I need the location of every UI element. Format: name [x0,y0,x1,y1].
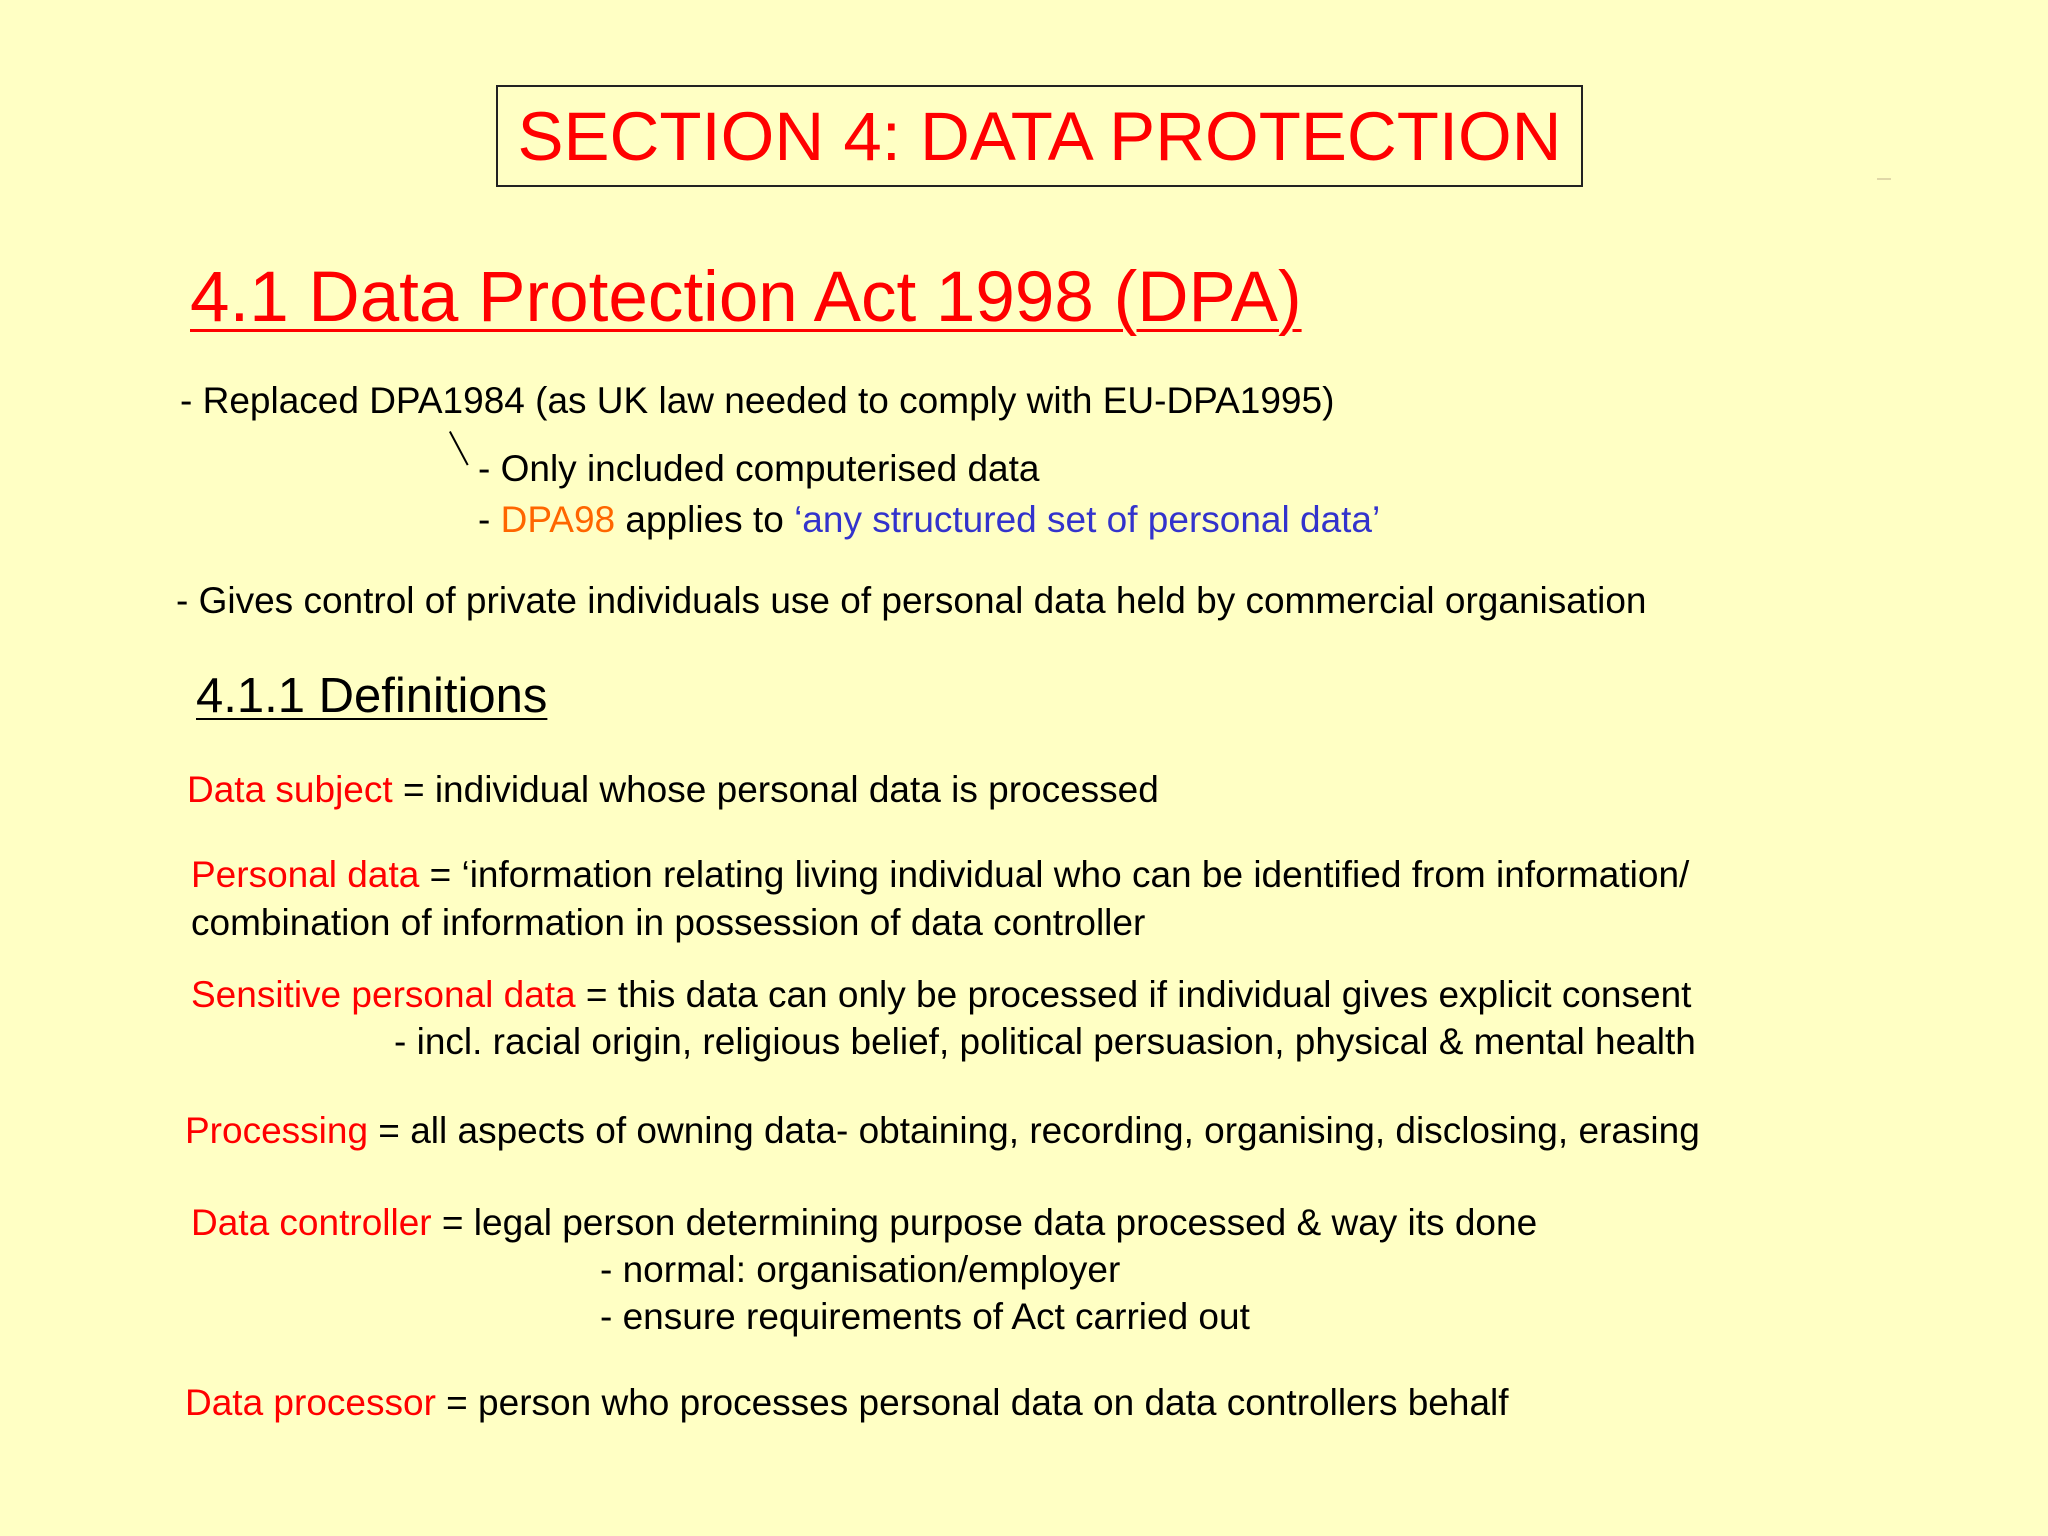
def-data-subject: = individual whose personal data is processed [392,769,1159,810]
definition-sensitive [191,976,1691,1013]
connector-line [449,431,469,465]
definition-controller-sub2: - ensure requirements of Act carried out [600,1296,1250,1337]
def-processing: = all aspects of owning data- obtaining, recording, organising, disclosing, erasing [368,1110,1700,1151]
definition-sensitive-sub: - incl. racial origin, religious belief, political persuasion, physical & mental health [394,1021,1696,1062]
def-processor: = person who processes personal data on data controllers behalf [435,1382,1509,1423]
definition-processor [185,1384,1509,1421]
bullet-dpa98-prefix: - [478,499,501,540]
definition-controller-sub1: - normal: organisation/employer [600,1249,1121,1290]
section-heading: 4.1 Data Protection Act 1998 (DPA) [190,258,1302,337]
definition-personal-data [191,856,1689,893]
term-controller: Data controller [191,1202,432,1243]
definition-processing [185,1112,1700,1149]
definition-personal-data-line2: combination of information in possession of data controller [191,902,1146,943]
definition-controller [191,1204,1537,1241]
def-personal-data: = ‘information relating living individual who can be identified from information/ [419,854,1690,895]
section-title-box [496,85,1583,187]
definitions-heading: 4.1.1 Definitions [196,669,548,723]
term-sensitive: Sensitive personal data [191,974,576,1015]
bullet-replaced: - Replaced DPA1984 (as UK law needed to comply with EU-DPA1995) [180,380,1335,421]
term-processor: Data processor [185,1382,436,1423]
def-controller: = legal person determining purpose data processed & way its done [431,1202,1538,1243]
decorative-mark [1877,178,1891,180]
section-title: SECTION 4: DATA PROTECTION [517,97,1562,175]
bullet-dpa98-middle: applies to [615,499,795,540]
term-personal-data: Personal data [191,854,420,895]
def-sensitive: = this data can only be processed if individual gives explicit consent [575,974,1692,1015]
term-data-subject: Data subject [187,769,393,810]
dpa98-term: DPA98 [500,499,616,540]
bullet-gives-control: - Gives control of private individuals use of personal data held by commercial organisation [176,580,1647,621]
term-processing: Processing [185,1110,369,1151]
definition-data-subject [187,771,1159,808]
bullet-dpa98 [478,501,1380,538]
bullet-only-included: - Only included computerised data [478,448,1040,489]
dpa98-quote: ‘any structured set of personal data’ [794,499,1381,540]
